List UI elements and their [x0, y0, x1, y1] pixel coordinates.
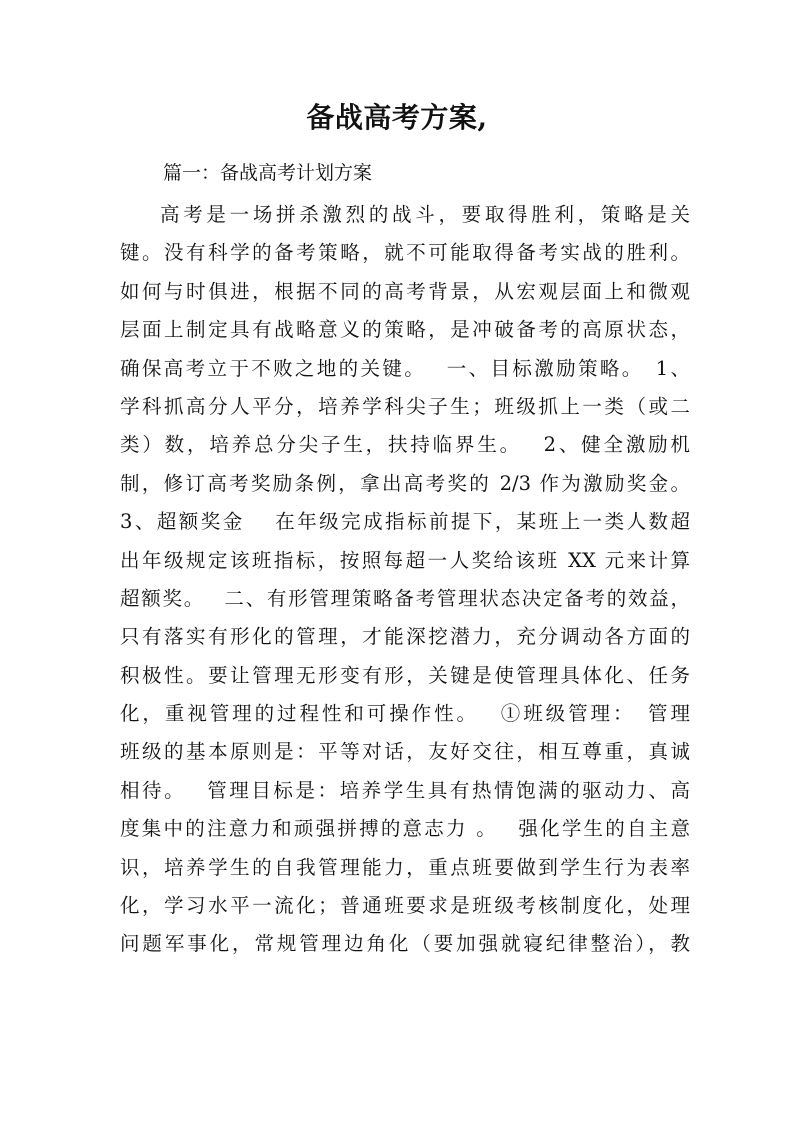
body-line: 3、超额奖金 在年级完成指标前提下，某班上一类人数超	[120, 510, 690, 534]
body-line: 层面上制定具有战略意义的策略，是冲破备考的高原状态，	[120, 318, 690, 342]
section-heading: 篇一：备战高考计划方案	[163, 162, 373, 184]
body-text	[120, 196, 690, 964]
body-line: 出年级规定该班指标，按照每超一人奖给该班 XX 元来计算	[120, 548, 690, 572]
body-line: 班级的基本原则是：平等对话，友好交往，相互尊重，真诚	[120, 740, 690, 764]
body-line: 高考是一场拼杀激烈的战斗，要取得胜利，策略是关	[160, 203, 690, 226]
body-line: 如何与时俱进，根据不同的高考背景，从宏观层面上和微观	[120, 279, 690, 303]
body-line: 相待。 管理目标是：培养学生具有热情饱满的驱动力、高	[120, 778, 690, 802]
body-line: 识，培养学生的自我管理能力，重点班要做到学生行为表率	[120, 855, 690, 879]
body-line: 只有落实有形化的管理，才能深挖潜力，充分调动各方面的	[120, 625, 690, 649]
body-line: 积极性。要让管理无形变有形，关键是使管理具体化、任务	[120, 663, 690, 687]
body-line: 化，重视管理的过程性和可操作性。 ①班级管理： 管理	[120, 702, 690, 726]
body-line: 类）数，培养总分尖子生，扶持临界生。 2、健全激励机	[120, 433, 690, 457]
body-line: 问题军事化，常规管理边角化（要加强就寝纪律整治），教	[120, 932, 690, 956]
body-line: 度集中的注意力和顽强拼搏的意志力 。 强化学生的自主意	[120, 817, 690, 841]
body-line: 键。没有科学的备考策略，就不可能取得备考实战的胜利。	[120, 241, 690, 265]
document-title: 备战高考方案,	[306, 101, 488, 134]
body-line: 化，学习水平一流化；普通班要求是班级考核制度化，处理	[120, 894, 690, 918]
body-line: 确保高考立于不败之地的关键。 一、目标激励策略。 1、	[120, 356, 690, 380]
body-line: 学科抓高分人平分，培养学科尖子生；班级抓上一类（或二	[120, 394, 690, 418]
body-line: 超额奖。 二、有形管理策略备考管理状态决定备考的效益，	[120, 586, 690, 610]
body-line: 制，修订高考奖励条例，拿出高考奖的 2/3 作为激励奖金。	[120, 471, 690, 495]
